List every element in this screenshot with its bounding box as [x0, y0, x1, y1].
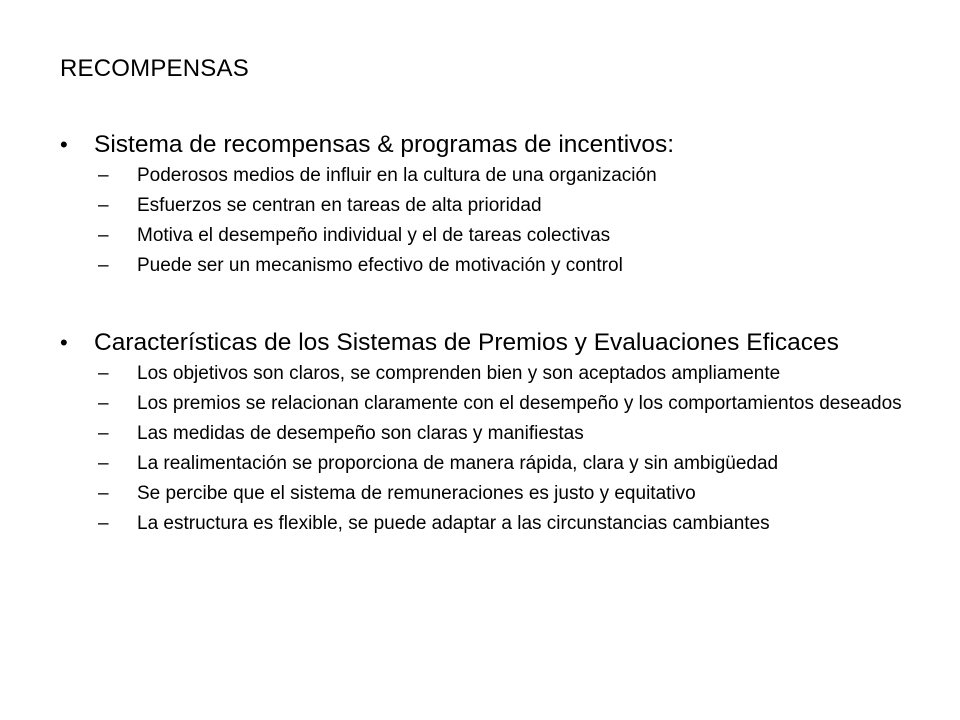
list-item: [60, 195, 950, 217]
bullet-icon: •: [60, 330, 68, 355]
section-incentives: [60, 132, 950, 285]
list-item: [60, 255, 950, 277]
list-item: [60, 423, 950, 445]
list-item-text: Los objetivos son claros, se comprenden bien y son aceptados ampliamente: [137, 363, 781, 384]
list-item-text: Las medidas de desempeño son claras y manifiestas: [137, 423, 584, 444]
list-item: [60, 363, 950, 385]
dash-icon: –: [98, 363, 109, 384]
list-item: [60, 225, 950, 247]
section-heading-text: Características de los Sistemas de Premios y Evaluaciones Eficaces: [94, 329, 839, 356]
dash-icon: –: [98, 195, 109, 216]
section-heading: [60, 132, 950, 158]
list-item-text: Los premios se relacionan claramente con el desempeño y los comportamientos deseados: [137, 393, 902, 414]
dash-icon: –: [98, 423, 109, 444]
dash-icon: –: [98, 513, 109, 534]
dash-icon: –: [98, 483, 109, 504]
list-item: [60, 393, 950, 415]
dash-icon: –: [98, 255, 109, 276]
list-item: [60, 483, 950, 505]
sub-list: [60, 363, 950, 535]
list-item-text: La estructura es flexible, se puede adaptar a las circunstancias cambiantes: [137, 513, 770, 534]
section-heading-text: Sistema de recompensas & programas de incentivos:: [94, 131, 675, 158]
section-characteristics: [60, 330, 950, 543]
list-item-text: Puede ser un mecanismo efectivo de motivación y control: [137, 255, 623, 276]
dash-icon: –: [98, 393, 109, 414]
dash-icon: –: [98, 453, 109, 474]
sub-list: [60, 165, 950, 277]
dash-icon: –: [98, 165, 109, 186]
list-item-text: La realimentación se proporciona de manera rápida, clara y sin ambigüedad: [137, 453, 779, 474]
list-item-text: Esfuerzos se centran en tareas de alta prioridad: [137, 195, 542, 216]
list-item: [60, 513, 950, 535]
list-item-text: Poderosos medios de influir en la cultura de una organización: [137, 165, 657, 186]
dash-icon: –: [98, 225, 109, 246]
list-item-text: Se percibe que el sistema de remuneraciones es justo y equitativo: [137, 483, 696, 504]
slide-title: RECOMPENSAS: [60, 55, 249, 82]
list-item: [60, 165, 950, 187]
bullet-icon: •: [60, 132, 68, 157]
list-item: [60, 453, 950, 475]
section-heading: [60, 330, 950, 356]
list-item-text: Motiva el desempeño individual y el de tareas colectivas: [137, 225, 611, 246]
